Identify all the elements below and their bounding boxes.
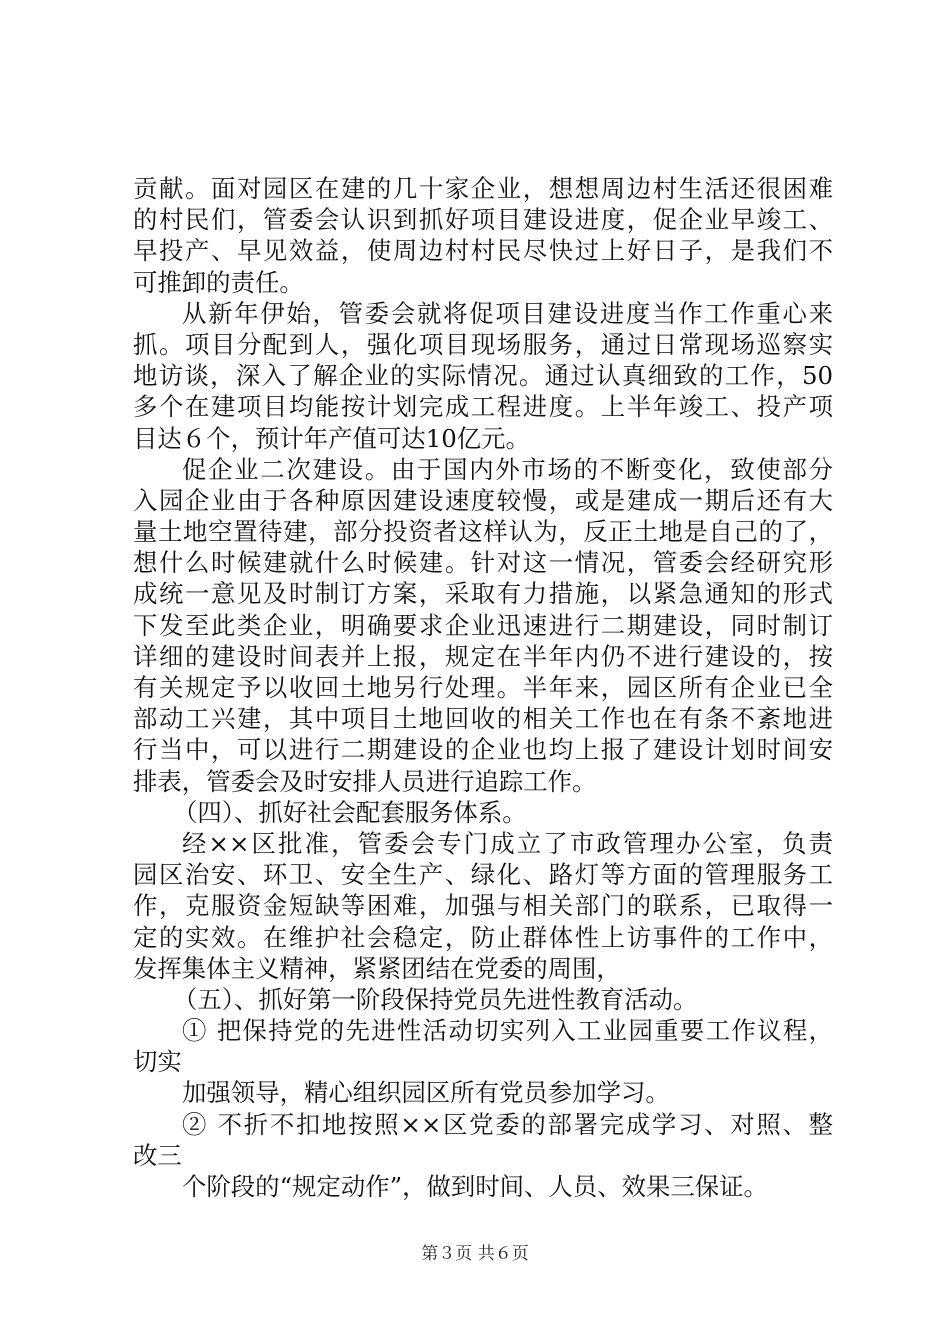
text-line: 的村民们，管委会认识到抓好项目建设进度，促企业早竣工、 — [133, 205, 833, 235]
text-line: （四）、抓好社会配套服务体系。 — [173, 797, 527, 827]
text-line: 可推卸的责任。 — [133, 267, 304, 297]
document-body — [133, 173, 833, 1202]
text-line: 加强领导，精心组织园区所有党员参加学习。 — [182, 1078, 670, 1108]
text-line: 定的实效。在维护社会稳定，防止群体性上访事件的工作中， — [133, 922, 833, 952]
text-line: 行当中，可以进行二期建设的企业也均上报了建设计划时间安 — [133, 735, 833, 765]
text-line: ② 不折不扣地按照××区党委的部署完成学习、对照、整 — [182, 1109, 833, 1139]
text-line: 目达６个，预计年产值可达10亿元。 — [133, 423, 530, 453]
text-line: 下发至此类企业，明确要求企业迅速进行二期建设，同时制订 — [133, 610, 833, 640]
text-line: 详细的建设时间表并上报，规定在半年内仍不进行建设的，按 — [133, 641, 833, 671]
text-line: 改三 — [133, 1140, 182, 1170]
text-line: 地访谈，深入了解企业的实际情况。通过认真细致的工作，50 — [133, 361, 833, 391]
text-line: （五）、抓好第一阶段保持党员先进性教育活动。 — [173, 984, 698, 1014]
text-line: 园区治安、环卫、安全生产、绿化、路灯等方面的管理服务工 — [133, 860, 833, 890]
text-line: 促企业二次建设。由于国内外市场的不断变化，致使部分 — [182, 454, 833, 484]
text-line: 切实 — [133, 1047, 182, 1077]
text-line: 抓。项目分配到人，强化项目现场服务，通过日常现场巡察实 — [133, 329, 833, 359]
text-line: 经××区批准，管委会专门成立了市政管理办公室，负责 — [182, 828, 833, 858]
text-line: 作，克服资金短缺等困难，加强与相关部门的联系，已取得一 — [133, 891, 833, 921]
text-line: 发挥集体主义精神，紧紧团结在党委的周围， — [133, 953, 621, 983]
text-line: ① 把保持党的先进性活动切实列入工业园重要工作议程， — [182, 1016, 833, 1046]
text-line: 想什么时候建就什么时候建。针对这一情况，管委会经研究形 — [133, 548, 833, 578]
text-line: 排表，管委会及时安排人员进行追踪工作。 — [133, 766, 597, 796]
text-line: 贡献。面对园区在建的几十家企业，想想周边村生活还很困难 — [133, 174, 833, 203]
text-line: 成统一意见及时制订方案，采取有力措施，以紧急通知的形式 — [133, 579, 833, 609]
text-line: 个阶段的“规定动作”，做到时间、人员、效果三保证。 — [182, 1172, 768, 1201]
text-line: 入园企业由于各种原因建设速度较慢，或是建成一期后还有大 — [133, 485, 833, 515]
text-line: 多个在建项目均能按计划完成工程进度。上半年竣工、投产项 — [133, 392, 833, 422]
text-line: 从新年伊始，管委会就将促项目建设进度当作工作重心来 — [182, 298, 833, 328]
text-line: 有关规定予以收回土地另行处理。半年来，园区所有企业已全 — [133, 673, 833, 702]
text-line: 量土地空置待建，部分投资者这样认为，反正土地是自己的了， — [133, 517, 833, 547]
text-line: 早投产、早见效益，使周边村村民尽快过上好日子，是我们不 — [133, 236, 833, 266]
page-footer: 第３页 共６页 — [421, 1244, 529, 1264]
text-line: 部动工兴建，其中项目土地回收的相关工作也在有条不紊地进 — [133, 704, 833, 734]
